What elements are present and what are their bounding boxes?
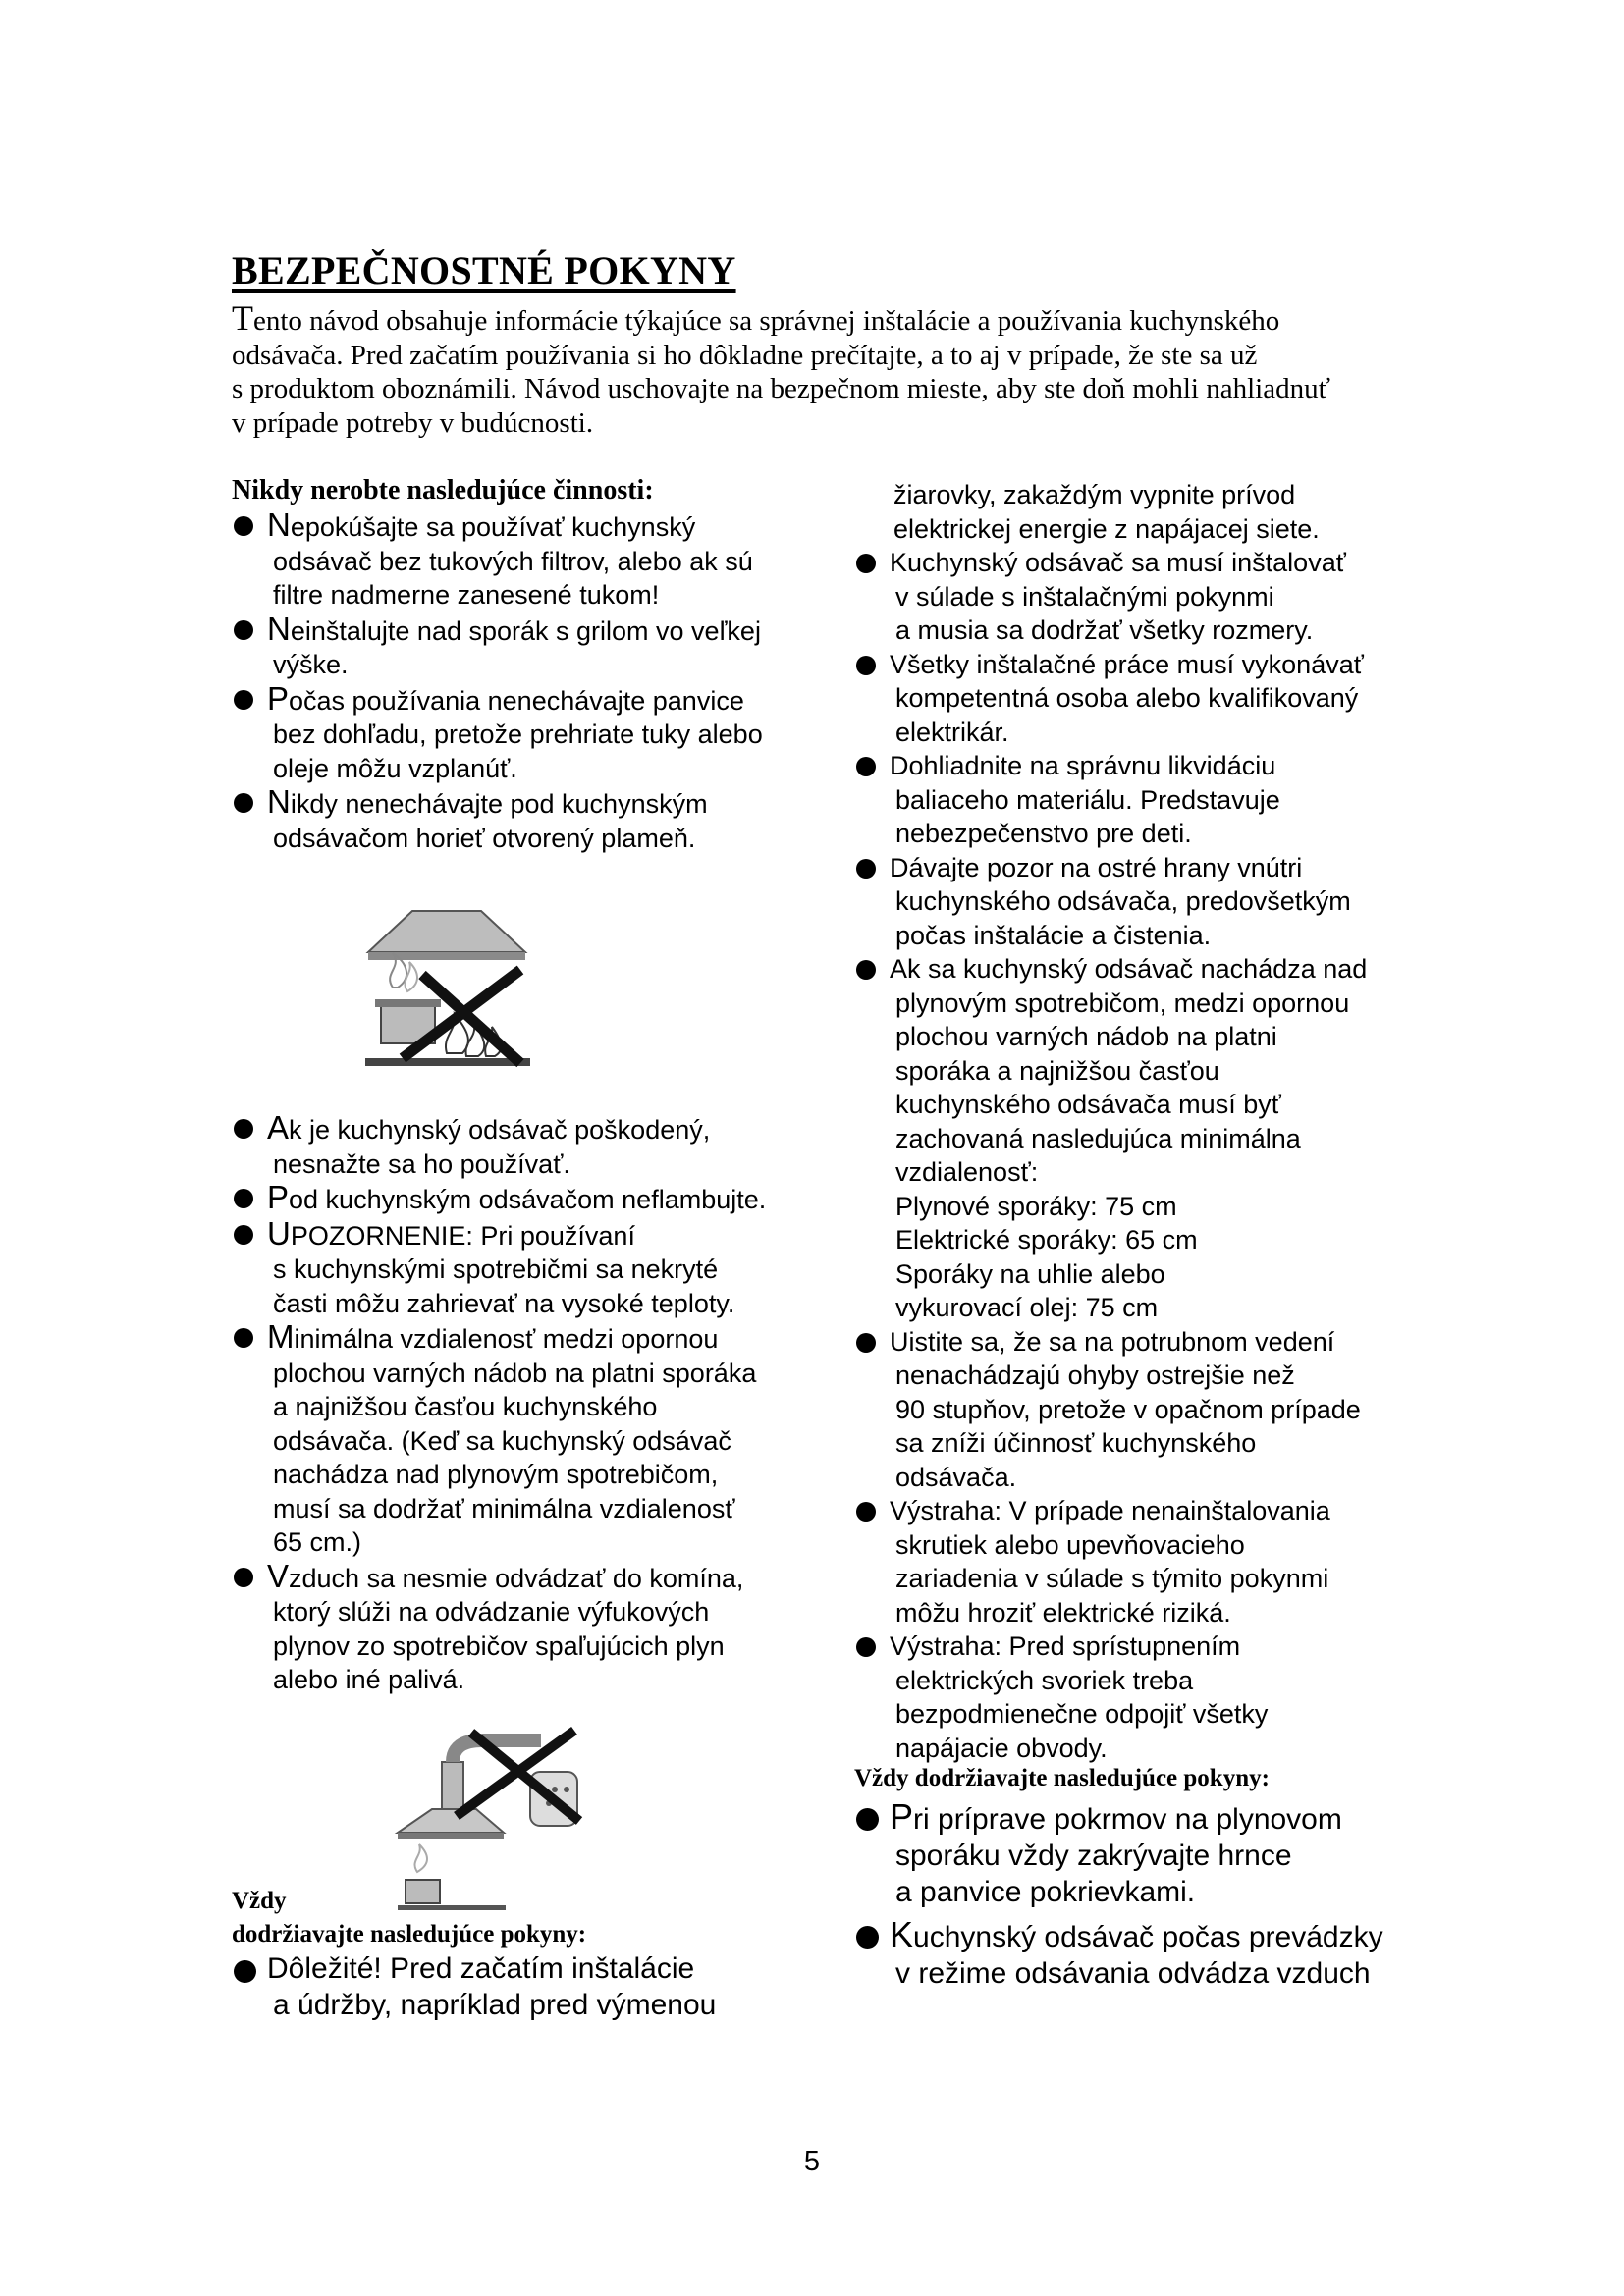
bullet-icon xyxy=(234,1568,253,1587)
intro-line: Tento návod obsahuje informácie týkajúce sa správnej inštalácie a používania kuchynského xyxy=(232,298,1280,338)
list-item: Kuchynský odsávač sa musí inštalovať v súlade s inštalačnými pokynmi a musia sa dodržať všetky rozmery. xyxy=(854,546,1463,648)
continued-line: žiarovky, zakaždým vypnite prívod xyxy=(893,480,1296,509)
bullet-icon xyxy=(234,1119,253,1139)
continued-line: elektrickej energie z napájacej siete. xyxy=(893,513,1320,544)
always-heading-left-2: dodržiavajte nasledujúce pokyny: xyxy=(232,1921,587,1948)
list-item: Minimálna vzdialenosť medzi opornou plochou varných nádob na platni sporáka a najnižšou časťou kuchynského odsávača. (Keď sa kuchynský odsávač nachádza nad plynovým spotrebičom, musí sa dodržať minimálna vzdialenosť 65 cm.) xyxy=(232,1320,840,1560)
no-open-flame-illustration xyxy=(353,901,550,1097)
list-item: Uistite sa, že sa na potrubnom vedení nenachádzajú ohyby ostrejšie než 90 stupňov, pretože v opačnom prípade sa zníži účinnosť kuchynského odsávača. xyxy=(854,1325,1463,1495)
bullet-icon xyxy=(856,960,876,980)
list-item: Všetky inštalačné práce musí vykonávať kompetentná osoba alebo kvalifikovaný elektrikár. xyxy=(854,648,1463,750)
list-item: Výstraha: Pred sprístupnením elektrických svoriek treba bezpodmienečne odpojiť všetky napájacie obvody. xyxy=(854,1629,1463,1765)
intro-line: odsávača. Pred začatím používania si ho dôkladne prečítajte, a to aj v prípade, že ste sa už xyxy=(232,339,1258,371)
list-item: Neinštalujte nad sporák s grilom vo veľkej výške. xyxy=(232,613,840,682)
list-item: UPOZORNENIE: Pri používaní s kuchynskými spotrebičmi sa nekryté časti môžu zahrievať na vysoké teploty. xyxy=(232,1217,840,1321)
list-item: Pri príprave pokrmov na plynovom sporáku vždy zakrývajte hrnce a panvice pokrievkami. xyxy=(854,1798,1463,1910)
list-item: Dávajte pozor na ostré hrany vnútri kuchynského odsávača, predovšetkým počas inštalácie a čistenia. xyxy=(854,851,1463,953)
bullet-icon xyxy=(234,1225,253,1245)
bullet-icon xyxy=(856,1808,879,1831)
bullet-icon xyxy=(856,1502,876,1522)
page-title: BEZPEČNOSTNÉ POKYNY xyxy=(232,248,736,293)
list-item: Výstraha: V prípade nenainštalovania skrutiek alebo upevňovacieho zariadenia v súlade s týmito pokynmi môžu hroziť elektrické riziká. xyxy=(854,1494,1463,1629)
bullet-icon xyxy=(856,859,876,879)
list-item: Ak sa kuchynský odsávač nachádza nad plynovým spotrebičom, medzi opornou plochou varných nádob na platni sporáka a najnižšou časťou kuchynského odsávača musí byť zachovaná nasledujúca minimálna vzdialenosť: Plynové sporáky: 75 cm Elektrické sporáky: 65 cm Sporáky na uhlie alebo vykurovací olej: 75 cm xyxy=(854,952,1463,1325)
bullet-icon xyxy=(856,757,876,776)
left-column-end xyxy=(232,1888,840,2023)
bullet-icon xyxy=(856,1637,876,1657)
bullet-icon xyxy=(234,1960,256,1983)
right-column xyxy=(854,478,1463,1992)
list-item: Dôležité! Pred začatím inštalácie a údržby, napríklad pred výmenou xyxy=(232,1950,840,2023)
never-heading: Nikdy nerobte nasledujúce činnosti: xyxy=(232,475,654,506)
list-item: Nikdy nenechávajte pod kuchynským odsávačom horieť otvorený plameň. xyxy=(232,785,840,855)
intro-line: v prípade potreby v budúcnosti. xyxy=(232,406,594,439)
bullet-icon xyxy=(856,656,876,675)
intro-paragraph xyxy=(232,298,1410,440)
left-column-continued xyxy=(232,1111,840,1697)
left-column xyxy=(232,475,840,855)
always-heading-right: Vždy dodržiavajte nasledujúce pokyny: xyxy=(854,1765,1270,1791)
intro-line: s produktom oboznámili. Návod uschovajte na bezpečnom mieste, aby ste doň mohli nahliadnuť xyxy=(232,373,1330,404)
always-heading-left-1: Vždy xyxy=(232,1888,287,1914)
page-number: 5 xyxy=(803,2146,821,2177)
list-item: Pod kuchynským odsávačom neflambujte. xyxy=(232,1181,840,1217)
list-item: Kuchynský odsávač počas prevádzky v režime odsávania odvádza vzduch xyxy=(854,1916,1463,1992)
bullet-icon xyxy=(856,1333,876,1353)
list-item: Ak je kuchynský odsávač poškodený, nesnažte sa ho používať. xyxy=(232,1111,840,1181)
bullet-icon xyxy=(234,1189,253,1208)
bullet-icon xyxy=(234,516,253,536)
bullet-icon xyxy=(856,1926,879,1949)
list-item: Nepokúšajte sa používať kuchynský odsávač bez tukových filtrov, alebo ak sú filtre nadmerne zanesené tukom! xyxy=(232,508,840,613)
bullet-icon xyxy=(856,554,876,573)
bullet-icon xyxy=(234,690,253,710)
list-item: Vzduch sa nesmie odvádzať do komína, ktorý slúži na odvádzanie výfukových plynov zo spotrebičov spaľujúcich plyn alebo iné palivá. xyxy=(232,1560,840,1697)
bullet-icon xyxy=(234,620,253,640)
list-item: Počas používania nenechávajte panvice bez dohľadu, pretože prehriate tuky alebo oleje môžu vzplanúť. xyxy=(232,682,840,786)
bullet-icon xyxy=(234,793,253,813)
list-item: Dohliadnite na správnu likvidáciu baliaceho materiálu. Predstavuje nebezpečenstvo pre deti. xyxy=(854,749,1463,851)
bullet-icon xyxy=(234,1328,253,1348)
